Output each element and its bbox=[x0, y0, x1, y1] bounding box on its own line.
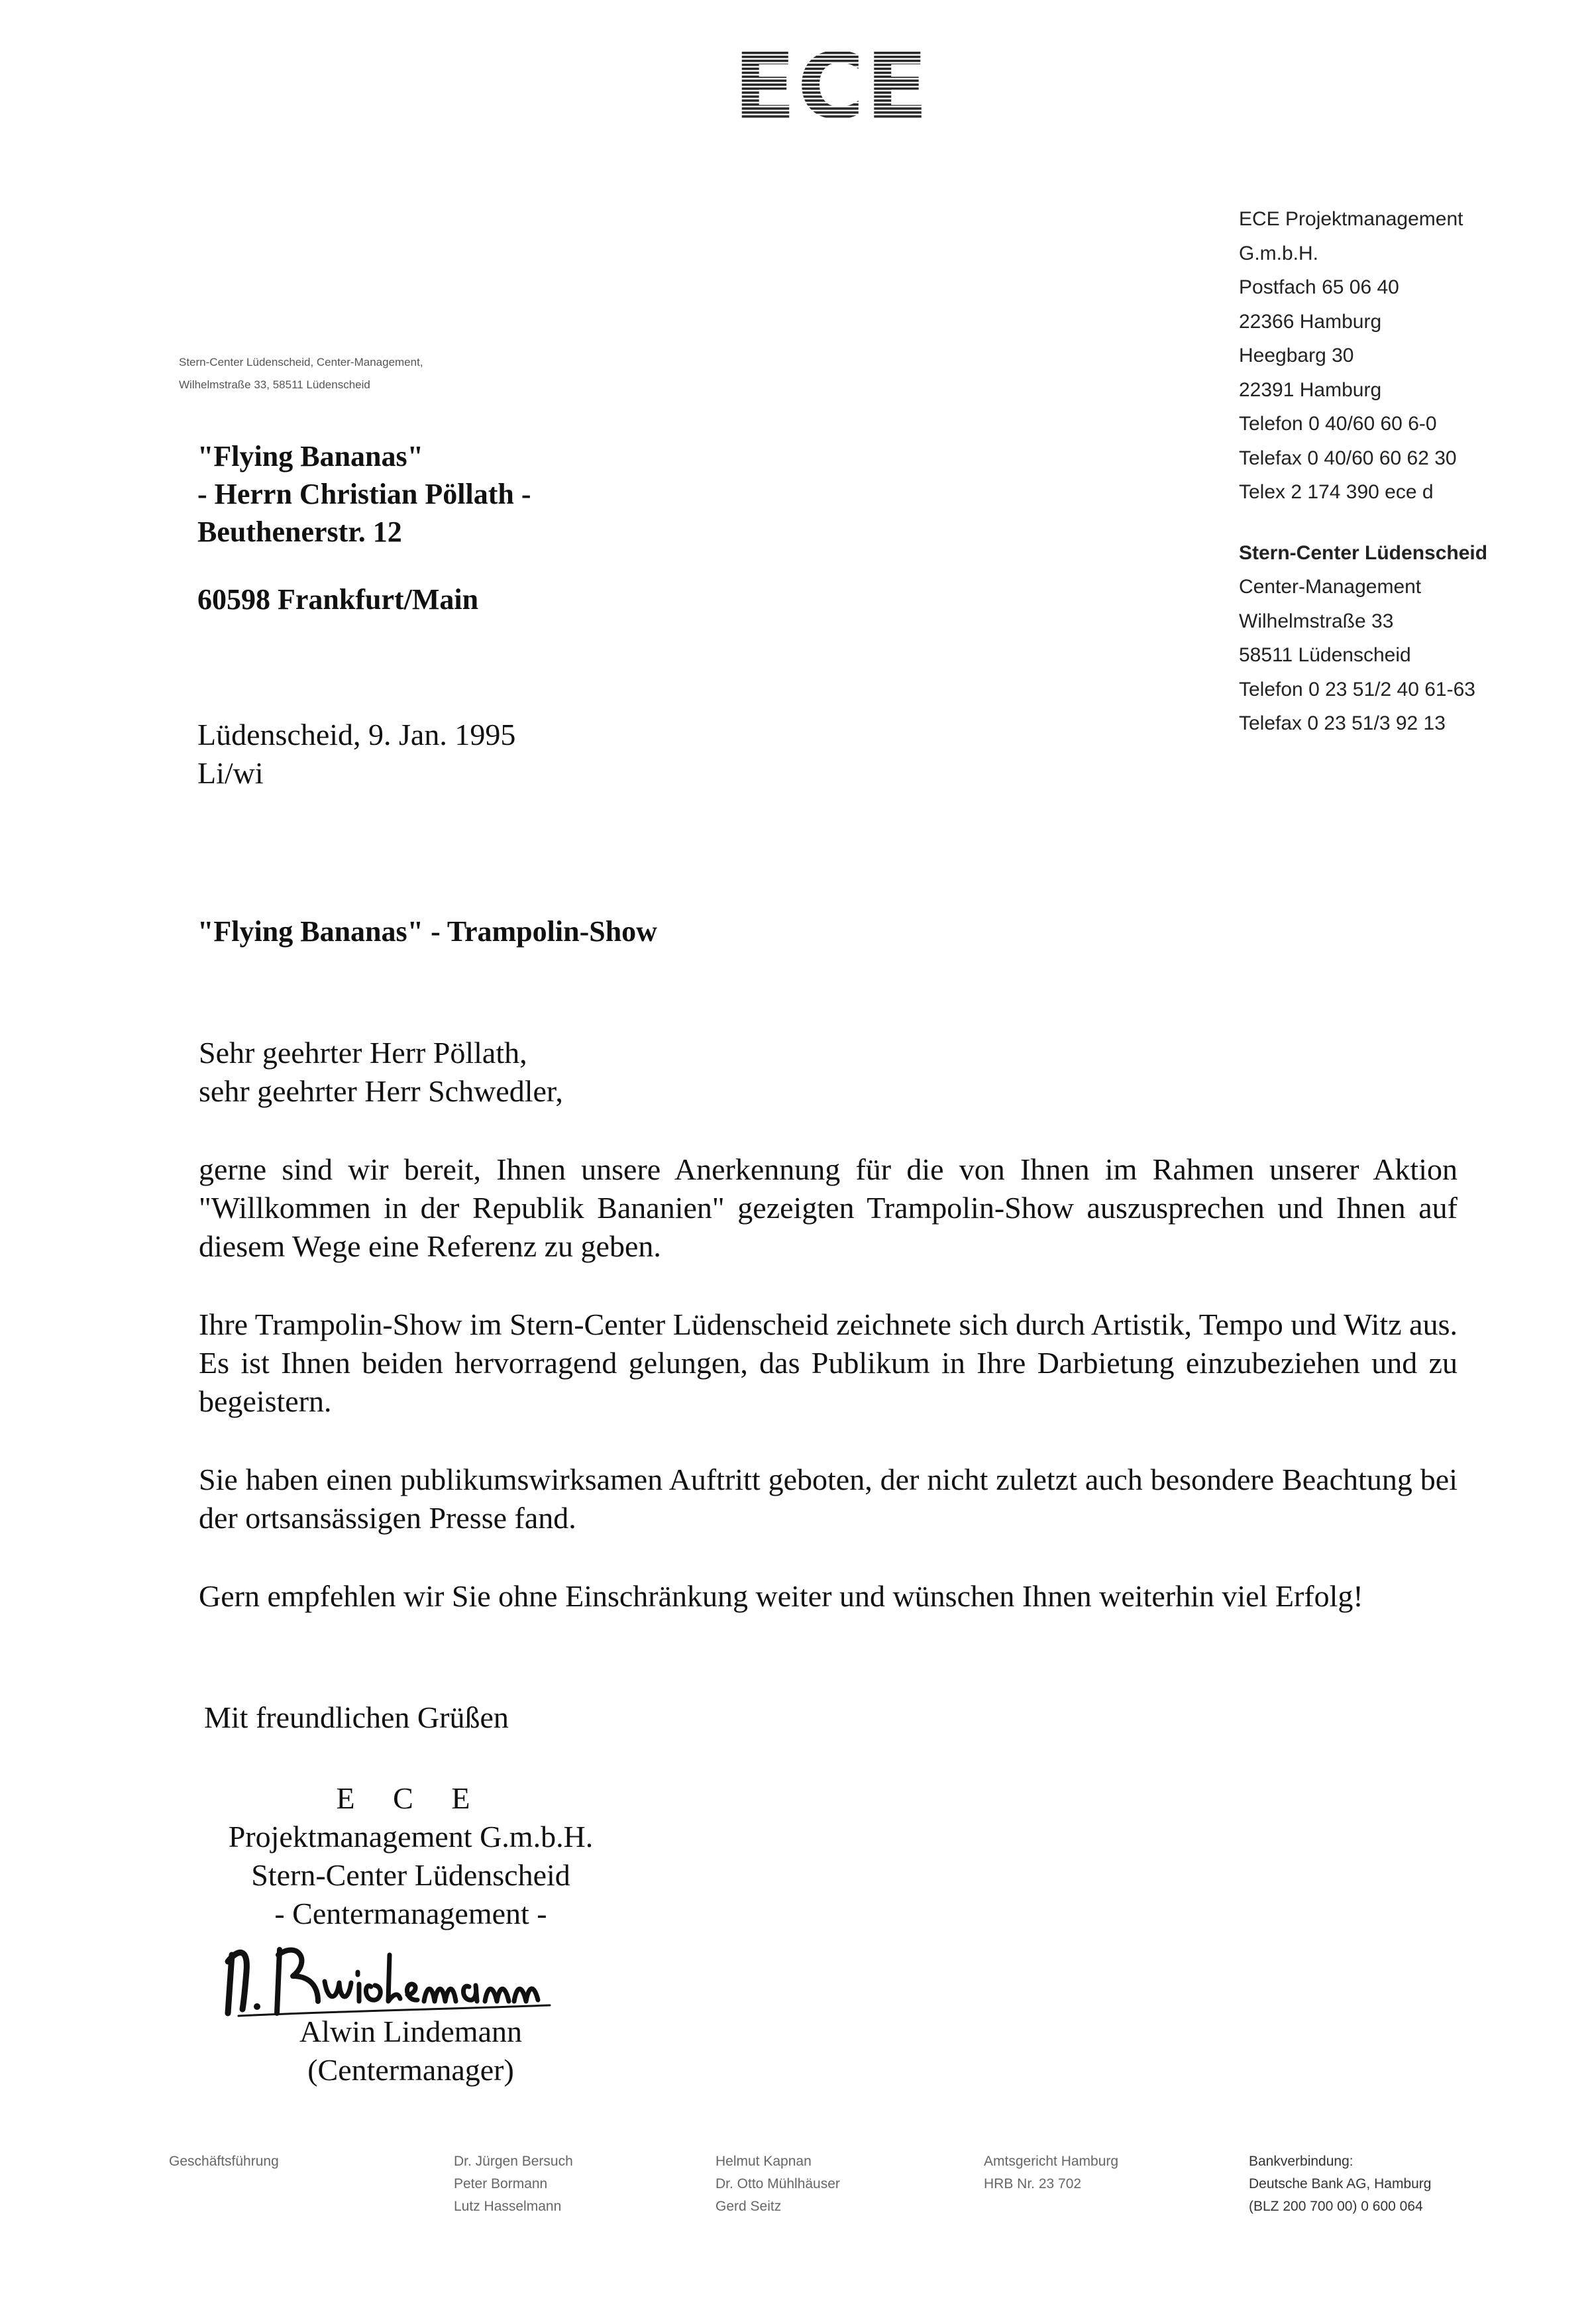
recipient-line: "Flying Bananas" bbox=[197, 440, 424, 472]
footer-bank: Bankverbindung: Deutsche Bank AG, Hamburg (BLZ 200 700 00) 0 600 064 bbox=[1249, 2154, 1432, 2214]
reference-code: Li/wi bbox=[197, 756, 264, 790]
sender-line: ECE Projektmanagement bbox=[1239, 208, 1463, 230]
center-name: Stern-Center Lüdenscheid bbox=[251, 1858, 570, 1892]
sender-line: Telefax 0 40/60 60 62 30 bbox=[1239, 447, 1457, 469]
subject-line: "Flying Bananas" - Trampolin-Show bbox=[197, 915, 657, 948]
return-address bbox=[179, 351, 550, 396]
salutation-line: Sehr geehrter Herr Pöllath, bbox=[199, 1036, 527, 1070]
recipient-line: Beuthenerstr. 12 bbox=[197, 516, 402, 548]
sender-line: 22366 Hamburg bbox=[1239, 310, 1382, 333]
recipient-line: - Herrn Christian Pöllath - bbox=[197, 478, 531, 510]
return-address-line: Wilhelmstraße 33, 58511 Lüdenscheid bbox=[179, 378, 370, 391]
ece-logo bbox=[706, 40, 957, 133]
center-line: Telefax 0 23 51/3 92 13 bbox=[1239, 712, 1446, 734]
recipient-address bbox=[197, 437, 727, 618]
body-paragraph: Sie haben einen publikumswirksamen Auftritt geboten, der nicht zuletzt auch besondere Beachtung bei der ortsansässigen Presse fand. bbox=[199, 1463, 1458, 1535]
salutation bbox=[199, 1034, 1458, 1111]
footer-directors-2: Helmut Kapnan Dr. Otto Mühlhäuser Gerd Seitz bbox=[716, 2154, 840, 2214]
place-date: Lüdenscheid, 9. Jan. 1995 bbox=[197, 718, 516, 751]
sender-line: Postfach 65 06 40 bbox=[1239, 276, 1399, 298]
letter-body bbox=[199, 1034, 1458, 1655]
sender-line: Telex 2 174 390 ece d bbox=[1239, 481, 1434, 503]
body-paragraph: Ihre Trampolin-Show im Stern-Center Lüdenscheid zeichnete sich durch Artistik, Tempo und Witz aus. Es ist Ihnen beiden hervorragend gelungen, das Publikum in Ihre Darbietung einzubeziehen und zu begeistern. bbox=[199, 1307, 1458, 1418]
body-paragraph: gerne sind wir bereit, Ihnen unsere Anerkennung für die von Ihnen im Rahmen unserer Aktion "Willkommen in der Republik Bananien" gezeigten Trampolin-Show auszusprechen und Ihnen auf diesem Wege eine Referenz zu geben. bbox=[199, 1152, 1458, 1263]
svg-text:ECE: ECE bbox=[733, 40, 929, 133]
sender-line: Heegbarg 30 bbox=[1239, 345, 1354, 366]
salutation-line: sehr geehrter Herr Schwedler, bbox=[199, 1074, 563, 1108]
footer-register: Amtsgericht Hamburg HRB Nr. 23 702 bbox=[984, 2154, 1119, 2191]
closing-phrase: Mit freundlichen Grüßen bbox=[204, 1700, 509, 1734]
center-line: Center-Management bbox=[1239, 576, 1422, 598]
footer-directors-1: Dr. Jürgen Bersuch Peter Bormann Lutz Hasselmann bbox=[454, 2154, 573, 2214]
sender-line: G.m.b.H. bbox=[1239, 242, 1319, 264]
footer-management: Geschäftsführung bbox=[169, 2154, 279, 2169]
recipient-city: 60598 Frankfurt/Main bbox=[197, 583, 479, 616]
handwritten-signature bbox=[219, 1935, 563, 2021]
signature-block bbox=[199, 1779, 623, 2089]
sender-line: 22391 Hamburg bbox=[1239, 378, 1382, 401]
sender-line: Telefon 0 40/60 60 6-0 bbox=[1239, 413, 1437, 435]
center-line: Wilhelmstraße 33 bbox=[1239, 610, 1394, 632]
signer-name: Alwin Lindemann bbox=[299, 2015, 522, 2048]
center-title: Stern-Center Lüdenscheid bbox=[1239, 541, 1488, 564]
return-address-line: Stern-Center Lüdenscheid, Center-Management, bbox=[179, 356, 423, 368]
department-name: - Centermanagement - bbox=[274, 1897, 547, 1930]
center-line: 58511 Lüdenscheid bbox=[1239, 644, 1411, 666]
company-name: Projektmanagement G.m.b.H. bbox=[228, 1820, 594, 1854]
center-line: Telefon 0 23 51/2 40 61-63 bbox=[1239, 678, 1475, 700]
company-initials: E C E bbox=[336, 1781, 486, 1815]
sender-address-block bbox=[1239, 202, 1570, 741]
date-block bbox=[197, 716, 515, 793]
body-paragraph: Gern empfehlen wir Sie ohne Einschränkung weiter und wünschen Ihnen weiterhin viel Erfolg! bbox=[199, 1579, 1363, 1613]
signer-title: (Centermanager) bbox=[307, 2053, 514, 2087]
